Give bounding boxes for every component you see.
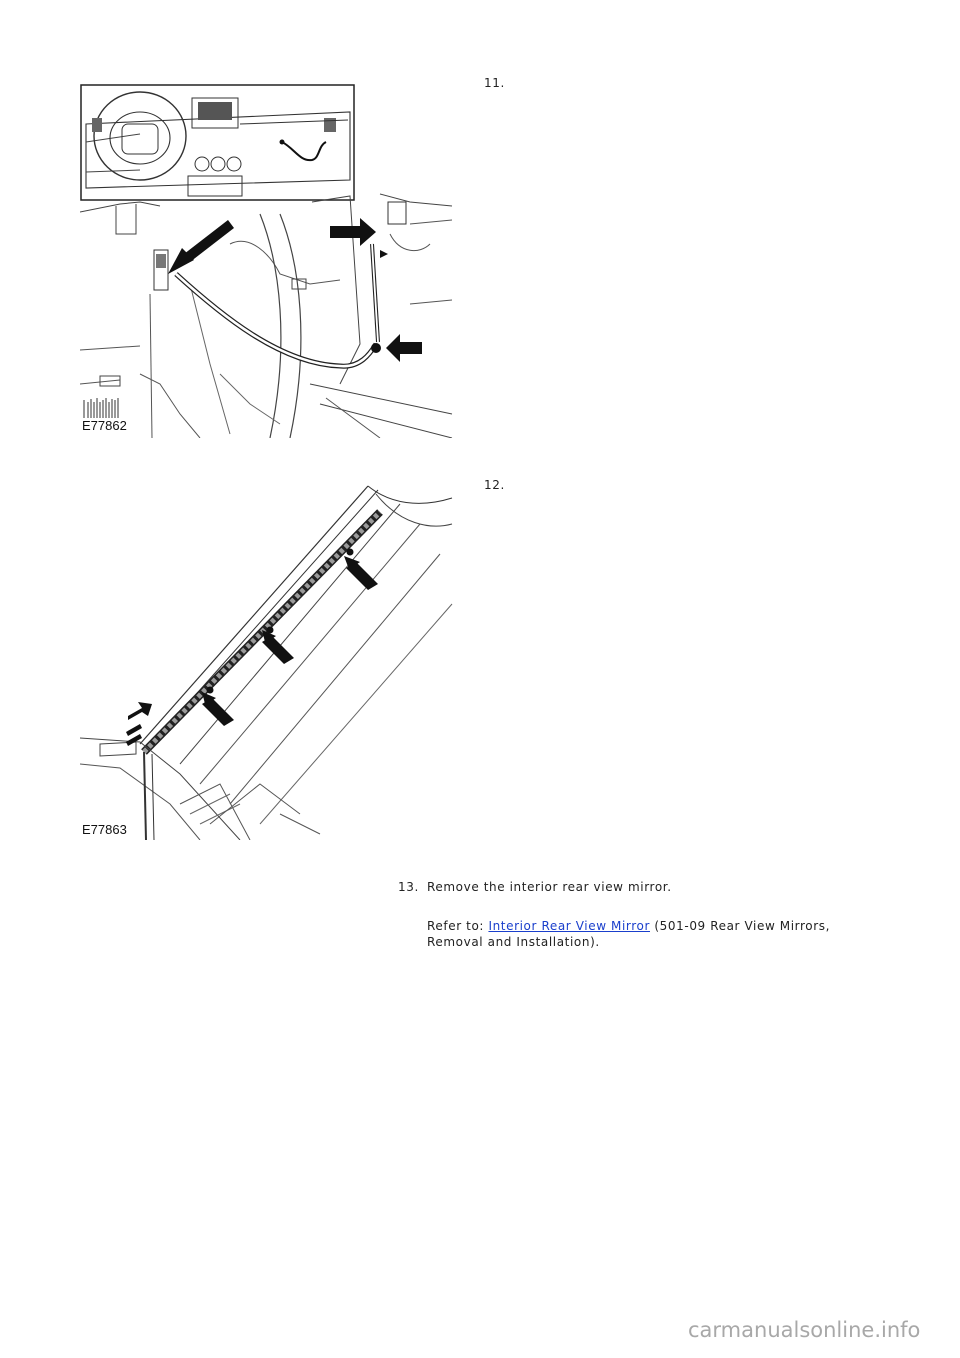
step-13-reference — [427, 918, 867, 950]
site-watermark: carmanualsonline.info — [688, 1318, 921, 1342]
harness-detail — [80, 194, 452, 438]
step-12-illustration — [80, 484, 456, 840]
step-12-number: 12. — [484, 478, 505, 492]
figure-barcode — [84, 398, 118, 418]
interior-rear-view-mirror-link[interactable]: Interior Rear View Mirror — [488, 919, 650, 933]
step-11-illustration — [80, 84, 456, 438]
step-11-figure-label: E77862 — [82, 418, 127, 433]
step-11-number: 11. — [484, 76, 505, 90]
refer-prefix: Refer to: — [427, 919, 489, 933]
a-pillar-harness-figure-e77863 — [80, 484, 456, 840]
step-12-figure-label: E77863 — [82, 822, 127, 837]
a-pillar-detail — [80, 486, 452, 840]
step-13-number: 13. — [398, 880, 419, 894]
refer-suffix: (501-09 Rear View Mirrors, Removal and Installation). — [427, 919, 830, 949]
wiring-harness-figure-e77862 — [80, 84, 456, 438]
dashboard-inset — [81, 85, 354, 200]
step-13-instruction: Remove the interior rear view mirror. — [427, 880, 672, 894]
